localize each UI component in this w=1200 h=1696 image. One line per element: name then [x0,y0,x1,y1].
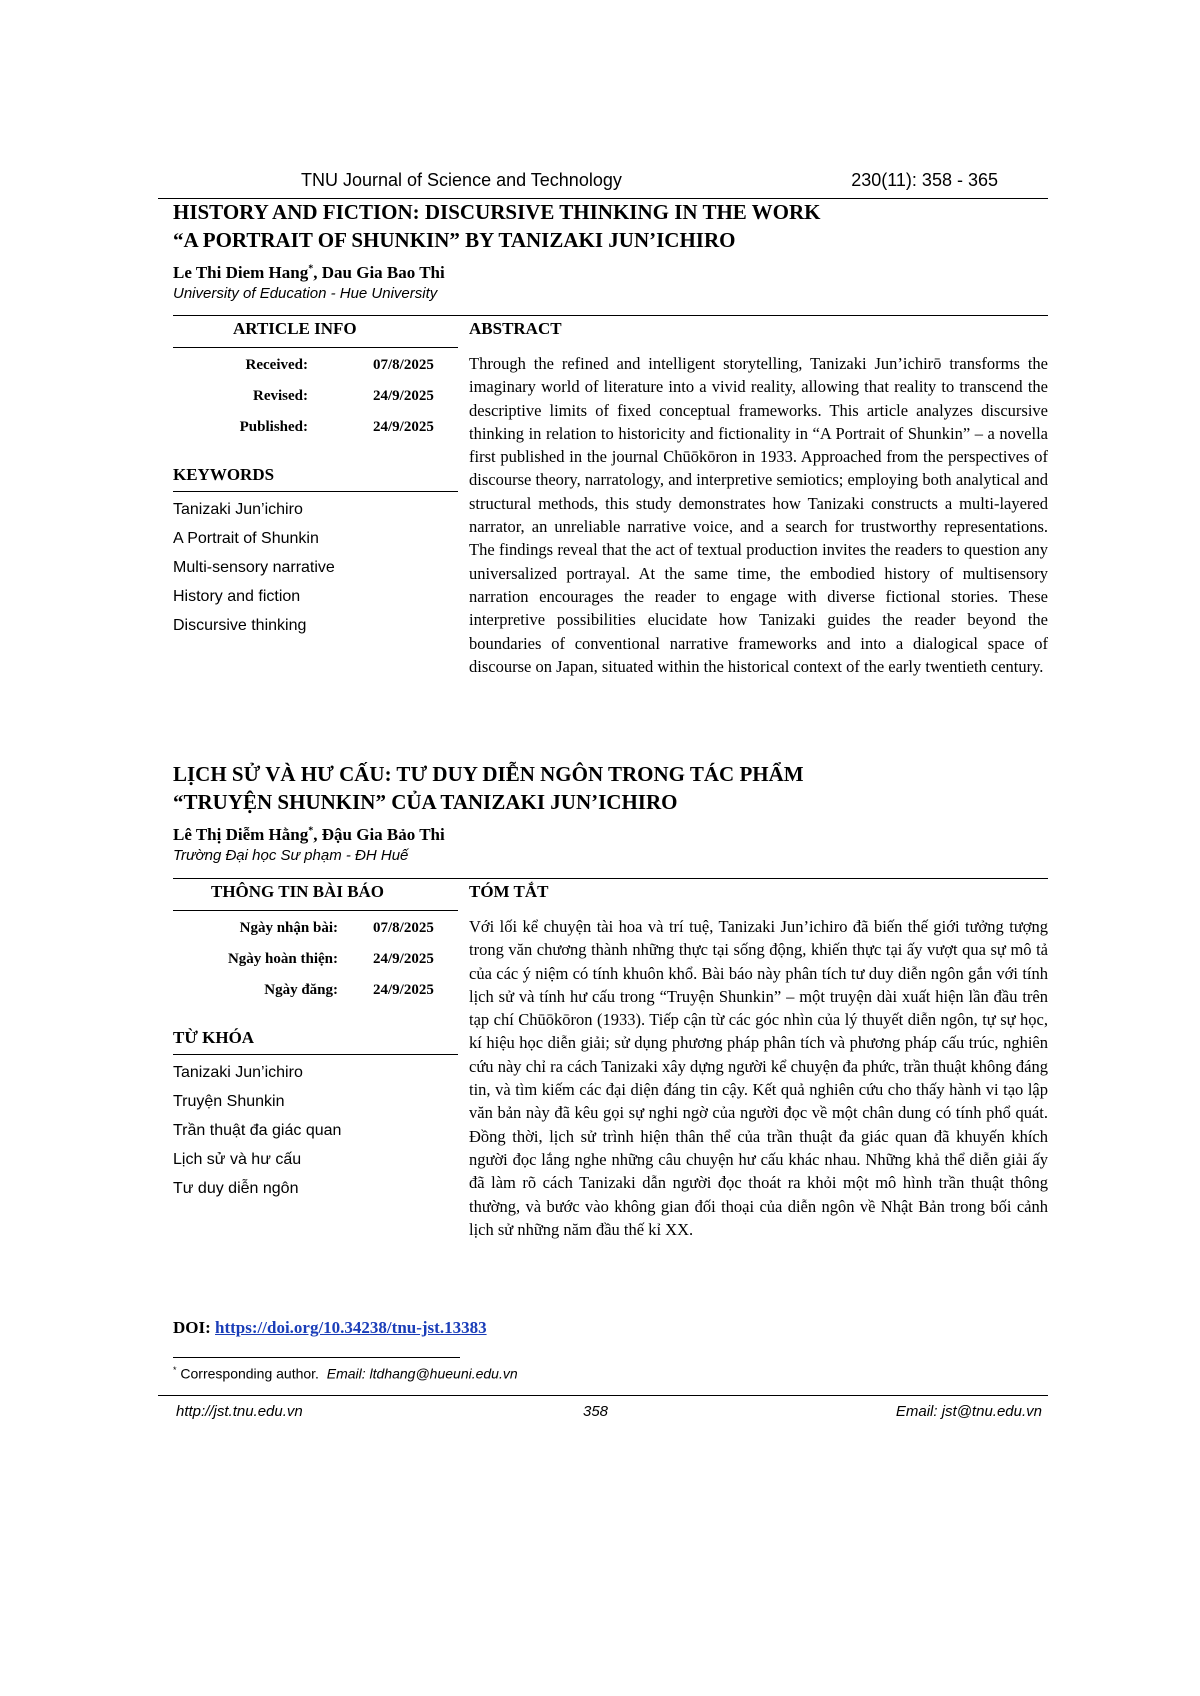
vietnamese-info-section [173,878,1048,1298]
date-published [173,419,458,447]
article-info-heading-cell [173,882,458,902]
footnote-email: ltdhang@hueuni.edu.vn [369,1365,518,1382]
date-label: Published: [239,419,308,435]
footnote [173,1365,518,1382]
vietnamese-title-block [173,760,1048,816]
vietnamese-title-line2: “TRUYỆN SHUNKIN” CỦA TANIZAKI JUN’ICHIRO [173,790,678,814]
keywords-heading: TỪ KHÓA [173,1028,255,1047]
keyword: Truyện Shunkin [173,1093,285,1110]
vietnamese-affiliation: Trường Đại học Sư phạm - ĐH Huế [173,847,409,864]
english-author-block [173,263,1048,302]
keyword: History and fiction [173,588,301,605]
english-title-line1: HISTORY AND FICTION: DISCURSIVE THINKING IN THE WORK [173,200,821,224]
section-rule [173,878,1048,879]
info-rule [173,910,458,911]
vietnamese-author-block [173,825,1048,864]
journal-name: TNU Journal of Science and Technology [301,170,622,190]
date-revised [173,951,458,979]
english-authors [173,263,1048,283]
corresponding-mark: * [308,825,314,837]
keywords-rule [173,1054,458,1055]
volume-pages: 230(11): 358 - 365 [851,170,998,190]
abstract-heading: ABSTRACT [469,319,562,338]
keyword: Tanizaki Jun’ichiro [173,501,303,518]
section-rule [173,315,1048,316]
keyword: A Portrait of Shunkin [173,530,319,547]
english-author1: Le Thi Diem Hang [173,263,309,282]
keywords-heading: KEYWORDS [173,465,275,484]
running-header [158,160,1048,198]
date-label: Ngày hoàn thiện: [227,951,338,967]
doi-label: DOI: [173,1318,211,1337]
date-value: 24/9/2025 [373,419,434,435]
vietnamese-author2: , Đậu Gia Bảo Thi [313,825,445,844]
english-affiliation: University of Education - Hue University [173,285,438,302]
doi-line [173,1318,487,1338]
keywords-rule [173,491,458,492]
abstract-heading-cell [469,882,1048,902]
english-abstract [469,352,1048,678]
keyword: Tư duy diễn ngôn [173,1180,299,1197]
info-rule [173,347,458,348]
article-info-heading-cell [173,319,458,339]
vietnamese-author1: Lê Thị Diễm Hằng [173,825,309,844]
footnote-rule [173,1357,460,1358]
abstract-heading-cell [469,319,1048,339]
keyword: Multi-sensory narrative [173,559,335,576]
english-author2: , Dau Gia Bao Thi [313,263,445,282]
corresponding-mark: * [308,263,314,275]
date-label: Revised: [253,388,308,404]
date-label: Received: [245,357,308,373]
date-label: Ngày đăng: [264,982,338,998]
page-footer [158,1403,1048,1425]
keyword: Tanizaki Jun’ichiro [173,1064,303,1081]
keyword: Trần thuật đa giác quan [173,1122,342,1139]
date-value: 24/9/2025 [373,982,434,998]
abstract-text: Với lối kể chuyện tài hoa và trí tuệ, Tanizaki Jun’ichiro đã biến thế giới tưởng tượng trong văn chương thành những thực tại sống động, khiến thực tại ấy vượt qua sự mô tả của các ý niệm có tính khuôn khổ. Bài báo này phân tích tư duy diễn ngôn gắn với tính lịch sử và tính hư cấu trong “Truyện Shunkin” – một truyện dài xuất hiện lần đầu trên tạp chí Chūōkōron (1933). Tiếp cận từ các góc nhìn của lý thuyết diễn ngôn, tự sự học, kí hiệu học diễn giải; sử dụng phương pháp phân tích và phương pháp cấu trúc, nghiên cứu này chỉ ra cách Tanizaki xây dựng người kể chuyện đa phức, trần thuật không đáng tin, và tìm kiếm các đại diện đáng tin cậy. Kết quả nghiên cứu cho thấy hành vi tạo lập văn bản này đã kêu gọi sự nghi ngờ của người đọc về một chân dung có tính phổ quát. Đồng thời, lịch sử trình hiện thân thể của trần thuật đa giác quan đã khuyến khích người đọc lắng nghe những câu chuyện hư cấu khác nhau. Những khả thể diễn giải ấy đã làm rõ cách Tanizaki dẫn người đọc thoát ra khỏi một mô hình trần thuật thông thường, và bước vào không gian đối thoại của diễn ngôn về Nhật Bản trong bối cảnh lịch sử những năm đầu thế kỉ XX. [469,917,1048,1239]
abstract-heading: TÓM TẮT [469,882,549,901]
footer-email: Email: jst@tnu.edu.vn [895,1403,1042,1420]
article-info-heading: THÔNG TIN BÀI BÁO [211,882,385,901]
page-number: 358 [583,1403,609,1420]
english-title-line2: “A PORTRAIT OF SHUNKIN” BY TANIZAKI JUN’ICHIRO [173,228,736,252]
vietnamese-title-line1: LỊCH SỬ VÀ HƯ CẤU: TƯ DUY DIỄN NGÔN TRONG TÁC PHẨM [173,762,804,786]
footnote-text: Corresponding author. [180,1365,319,1382]
footnote-mark: * [173,1365,177,1375]
footer-website[interactable]: http://jst.tnu.edu.vn [176,1403,303,1420]
date-received [173,357,458,385]
article-info-heading: ARTICLE INFO [233,319,357,338]
vietnamese-authors [173,825,1048,845]
vietnamese-abstract [469,915,1048,1241]
date-value: 24/9/2025 [373,951,434,967]
date-value: 07/8/2025 [373,357,434,373]
date-value: 24/9/2025 [373,388,434,404]
keywords-list [173,495,458,640]
date-value: 07/8/2025 [373,920,434,936]
date-received [173,920,458,948]
date-published [173,982,458,1010]
footer-rule [158,1395,1048,1396]
doi-link[interactable]: https://doi.org/10.34238/tnu-jst.13383 [215,1318,487,1337]
footnote-email-label: Email: [326,1365,366,1382]
keywords-list [173,1058,458,1203]
date-revised [173,388,458,416]
english-info-section [173,315,1048,745]
english-title-block [173,198,1048,254]
abstract-text: Through the refined and intelligent storytelling, Tanizaki Jun’ichirō transforms the imaginary world of literature into a vivid reality, allowing that reality to transcend the descriptive limits of fixed conceptual frameworks. This article analyzes discursive thinking in relation to historicity and fictionality in “A Portrait of Shunkin” – a novella first published in the journal Chūōkōron in 1933. Approached from the perspectives of discourse theory, narratology, and interpretive semiotics; employing both analytical and structural methods, this study demonstrates how Tanizaki constructs a multi-layered narrator, an unreliable narrative voice, and a search for trustworthy representations. The findings reveal that the act of textual production invites the readers to question any universalized portrayal. At the same time, the embodied history of multisensory narration encourages the reader to engage with diverse fictional stories. These interpretive possibilities elucidate how Tanizaki guides the reader beyond the boundaries of conventional narrative frameworks and into a dialogical space of discourse on Japan, situated within the historical context of the early twentieth century. [469,354,1048,676]
keyword: Lịch sử và hư cấu [173,1151,302,1168]
keyword: Discursive thinking [173,617,307,634]
date-label: Ngày nhận bài: [239,920,338,936]
